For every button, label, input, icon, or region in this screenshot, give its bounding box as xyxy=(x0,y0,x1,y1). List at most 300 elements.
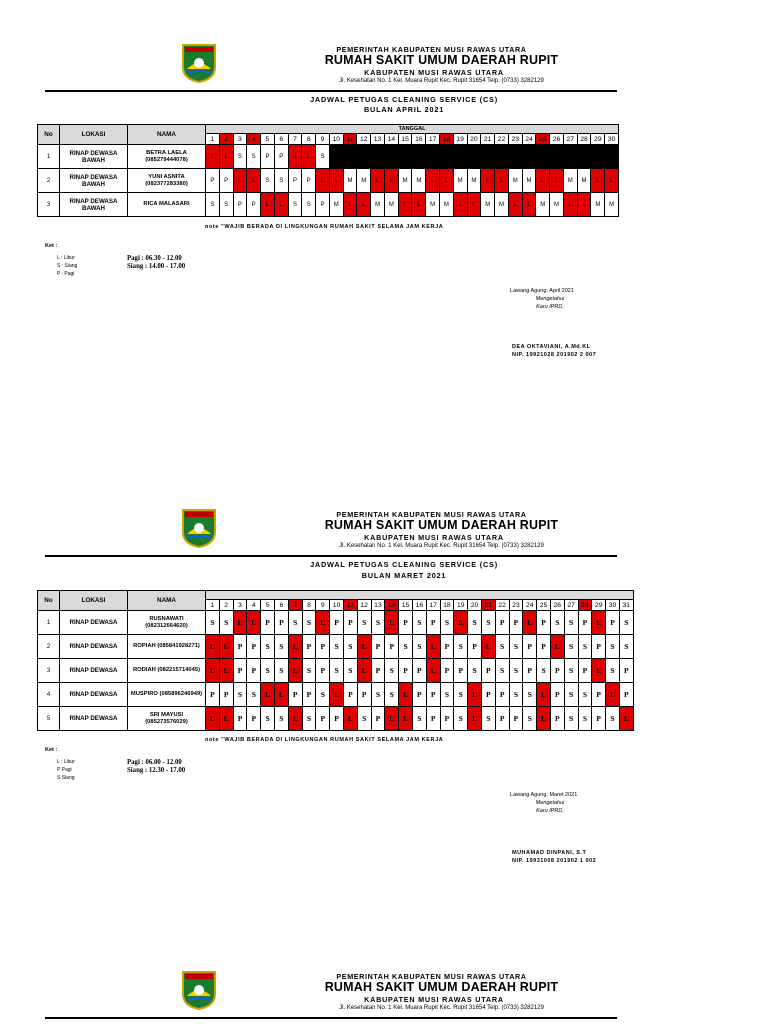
day-number: 21 xyxy=(481,134,495,145)
regency-name: KABUPATEN MUSI RAWAS UTARA xyxy=(364,995,504,1004)
shift-cell: L xyxy=(385,611,399,635)
day-number: 23 xyxy=(508,134,522,145)
shift-cell xyxy=(605,145,619,169)
shift-cell: M xyxy=(440,193,454,217)
work-note: note "WAJIB BERADA DI LINGKUNGAN RUMAH SAKIT SELAMA JAM KERJA xyxy=(205,224,444,230)
shift-cell: M xyxy=(508,169,522,193)
sign-acknowledged: Mengetahui xyxy=(535,800,565,806)
shift-cell: S xyxy=(509,659,523,683)
day-number: 27 xyxy=(563,134,577,145)
shift-cell: L xyxy=(619,707,633,731)
schedule-month: BULAN APRIL 2021 xyxy=(363,105,445,114)
shift-cell: P xyxy=(316,659,330,683)
shift-cell: S xyxy=(302,611,316,635)
shift-cell xyxy=(398,145,412,169)
day-number: 12 xyxy=(357,600,371,611)
day-number: 2 xyxy=(219,600,233,611)
shift-cell: P xyxy=(426,611,440,635)
shift-cell: S xyxy=(578,707,592,731)
row-lokasi: RINAP DEWASA BAWAH xyxy=(60,169,128,193)
col-header-nama: NAMA xyxy=(128,591,206,611)
day-number: 25 xyxy=(536,134,550,145)
shift-cell: P xyxy=(233,707,247,731)
shift-cell: S xyxy=(509,635,523,659)
shift-cell: P xyxy=(206,169,220,193)
shift-cell: L xyxy=(537,683,551,707)
shift-cell xyxy=(440,145,454,169)
table-row xyxy=(38,611,634,635)
shift-cell: P xyxy=(509,707,523,731)
day-number: 20 xyxy=(467,134,481,145)
row-nama: MUSPIRO (085896246949) xyxy=(128,683,206,707)
table-row xyxy=(38,145,619,169)
row-lokasi: RINAP DEWASA BAWAH xyxy=(60,193,128,217)
shift-cell: L xyxy=(219,659,233,683)
row-nama: BETRA LAELA (085279444078) xyxy=(128,145,206,169)
day-number: 6 xyxy=(274,134,288,145)
shift-cell: S xyxy=(371,683,385,707)
shift-cell: P xyxy=(440,635,454,659)
shift-cell: P xyxy=(550,659,564,683)
day-number: 15 xyxy=(398,134,412,145)
shift-cell: S xyxy=(564,707,578,731)
letterhead-next xyxy=(0,967,768,1033)
morning-shift-time: Pagi : 06.00 - 12.00 xyxy=(127,759,182,766)
shift-cell: S xyxy=(219,193,233,217)
shift-cell xyxy=(412,145,426,169)
shift-cell: L xyxy=(550,169,564,193)
shift-cell: M xyxy=(398,169,412,193)
shift-cell: S xyxy=(247,145,261,169)
day-number: 24 xyxy=(523,600,537,611)
row-number: 5 xyxy=(38,707,60,731)
day-number: 31 xyxy=(619,600,633,611)
row-number: 2 xyxy=(38,169,60,193)
day-number: 10 xyxy=(329,134,343,145)
shift-cell: P xyxy=(274,145,288,169)
shift-cell: S xyxy=(619,635,633,659)
schedule-title: JADWAL PETUGAS CLEANING SERVICE (CS) xyxy=(310,95,498,104)
shift-cell: L xyxy=(274,193,288,217)
shift-cell: M xyxy=(563,169,577,193)
day-number: 24 xyxy=(522,134,536,145)
row-number: 1 xyxy=(38,611,60,635)
shift-cell: S xyxy=(219,611,233,635)
hospital-address: Jl. Kesehatan No. 1 Kel. Muara Rupit Kec. Rupit 31654 Telp. (0733) 3282129 xyxy=(339,78,544,84)
day-number: 23 xyxy=(509,600,523,611)
shift-cell: S xyxy=(578,683,592,707)
shift-cell: L xyxy=(523,611,537,635)
shift-cell: L xyxy=(454,611,468,635)
shift-cell: S xyxy=(385,683,399,707)
shift-cell: S xyxy=(495,635,509,659)
shift-cell: M xyxy=(577,169,591,193)
row-nama: RODIAH (082215714045) xyxy=(128,659,206,683)
shift-cell: M xyxy=(384,193,398,217)
shift-cell: P xyxy=(509,611,523,635)
hospital-name: RUMAH SAKIT UMUM DAERAH RUPIT xyxy=(324,518,559,532)
shift-cell: P xyxy=(454,659,468,683)
shift-cell: P xyxy=(468,635,482,659)
shift-cell xyxy=(508,145,522,169)
legend-label: Ket : xyxy=(45,747,58,753)
shift-cell: M xyxy=(536,193,550,217)
shift-cell: P xyxy=(316,707,330,731)
shift-cell xyxy=(536,145,550,169)
day-number: 10 xyxy=(330,600,344,611)
row-nama: YUNI ASNITA (082377283380) xyxy=(128,169,206,193)
shift-cell: L xyxy=(219,635,233,659)
shift-cell: P xyxy=(550,683,564,707)
shift-cell: P xyxy=(261,145,275,169)
table-row xyxy=(38,193,619,217)
hospital-address: Jl. Kesehatan No. 1 Kel. Muara Rupit Kec. Rupit 31654 Telp. (0733) 3282129 xyxy=(339,1005,544,1011)
day-number: 28 xyxy=(578,600,592,611)
shift-cell: L xyxy=(468,683,482,707)
shift-cell: L xyxy=(468,707,482,731)
shift-cell: L xyxy=(508,193,522,217)
shift-cell: L xyxy=(302,145,316,169)
shift-cell: P xyxy=(357,683,371,707)
day-number: 30 xyxy=(605,134,619,145)
shift-cell: S xyxy=(564,683,578,707)
day-number: 2 xyxy=(219,134,233,145)
day-number: 26 xyxy=(550,600,564,611)
shift-cell: L xyxy=(357,635,371,659)
shift-cell: S xyxy=(343,635,357,659)
shift-cell: L xyxy=(357,659,371,683)
shift-cell: S xyxy=(206,193,220,217)
shift-cell: S xyxy=(206,611,220,635)
shift-cell xyxy=(577,145,591,169)
shift-cell: P xyxy=(537,635,551,659)
shift-cell: L xyxy=(536,169,550,193)
table-row xyxy=(38,169,619,193)
shift-cell: M xyxy=(591,193,605,217)
table-row xyxy=(38,707,634,731)
shift-cell: P xyxy=(495,611,509,635)
shift-cell: L xyxy=(591,169,605,193)
shift-cell: S xyxy=(330,659,344,683)
day-number: 3 xyxy=(233,134,247,145)
shift-cell: L xyxy=(288,707,302,731)
row-lokasi: RINAP DEWASA BAWAH xyxy=(60,145,128,169)
shift-cell: L xyxy=(206,707,220,731)
shift-cell: L xyxy=(522,193,536,217)
shift-cell: L xyxy=(606,683,620,707)
shift-cell: S xyxy=(302,659,316,683)
shift-cell: S xyxy=(274,707,288,731)
shift-cell xyxy=(371,145,385,169)
shift-cell: P xyxy=(385,635,399,659)
day-number: 6 xyxy=(274,600,288,611)
day-number: 30 xyxy=(606,600,620,611)
shift-cell: S xyxy=(509,683,523,707)
shift-cell: P xyxy=(343,611,357,635)
shift-cell: S xyxy=(564,611,578,635)
day-number: 9 xyxy=(316,600,330,611)
signature-block xyxy=(470,287,630,359)
shift-cell: L xyxy=(426,659,440,683)
shift-cell: L xyxy=(330,683,344,707)
day-number: 27 xyxy=(564,600,578,611)
day-number: 22 xyxy=(495,134,509,145)
shift-cell: S xyxy=(550,611,564,635)
shift-cell: S xyxy=(261,635,275,659)
shift-cell: S xyxy=(343,659,357,683)
day-number: 13 xyxy=(371,134,385,145)
shift-cell: P xyxy=(219,683,233,707)
col-header-no: No xyxy=(38,591,60,611)
col-header-no: No xyxy=(38,125,60,145)
shift-cell: P xyxy=(440,659,454,683)
shift-cell: S xyxy=(481,707,495,731)
legend-item: P : Pagi xyxy=(57,271,75,277)
shift-cell: P xyxy=(206,683,220,707)
shift-cell: S xyxy=(261,659,275,683)
shift-cell: M xyxy=(453,169,467,193)
day-number: 7 xyxy=(288,600,302,611)
signer-nip: NIP. 19921028 201902 2 007 xyxy=(512,352,597,358)
shift-cell: L xyxy=(219,707,233,731)
shift-cell: L xyxy=(426,169,440,193)
shift-cell xyxy=(343,145,357,169)
row-lokasi: RINAP DEWASA xyxy=(60,611,128,635)
legend-item: L : Libur xyxy=(57,759,75,765)
gov-name: PEMERINTAH KABUPATEN MUSI RAWAS UTARA xyxy=(336,972,527,981)
table-row xyxy=(38,635,634,659)
signer-nip: NIP. 19931008 201902 1 002 xyxy=(512,858,597,864)
shift-cell: P xyxy=(316,635,330,659)
shift-cell: P xyxy=(302,683,316,707)
shift-cell: L xyxy=(261,193,275,217)
shift-cell: P xyxy=(330,707,344,731)
shift-cell: P xyxy=(371,707,385,731)
shift-cell: P xyxy=(247,635,261,659)
header-divider xyxy=(45,555,617,557)
shift-cell: P xyxy=(288,169,302,193)
day-number: 3 xyxy=(233,600,247,611)
shift-cell: L xyxy=(206,659,220,683)
shift-cell xyxy=(357,145,371,169)
shift-cell: P xyxy=(495,683,509,707)
shift-cell: P xyxy=(316,193,330,217)
shift-cell: S xyxy=(399,635,413,659)
shift-cell: S xyxy=(468,611,482,635)
shift-cell: S xyxy=(440,611,454,635)
shift-cell: P xyxy=(426,683,440,707)
shift-cell: S xyxy=(316,683,330,707)
shift-cell: S xyxy=(412,611,426,635)
schedule-title: JADWAL PETUGAS CLEANING SERVICE (CS) xyxy=(310,560,498,569)
row-lokasi: RINAP DEWASA xyxy=(60,683,128,707)
shift-cell: L xyxy=(343,193,357,217)
regency-name: KABUPATEN MUSI RAWAS UTARA xyxy=(364,533,504,542)
shift-cell: P xyxy=(343,683,357,707)
shift-cell: P xyxy=(330,611,344,635)
day-number: 14 xyxy=(384,134,398,145)
shift-cell: S xyxy=(357,707,371,731)
shift-cell: M xyxy=(343,169,357,193)
shift-cell: P xyxy=(578,611,592,635)
shift-cell: L xyxy=(206,635,220,659)
shift-cell: L xyxy=(274,683,288,707)
shift-cell: S xyxy=(288,193,302,217)
shift-cell: L xyxy=(399,683,413,707)
legend-item: S Siang xyxy=(57,775,75,781)
shift-cell: P xyxy=(523,635,537,659)
legend-list xyxy=(57,758,75,782)
day-number: 5 xyxy=(261,600,275,611)
shift-cell: M xyxy=(495,193,509,217)
day-number: 28 xyxy=(577,134,591,145)
shift-cell: S xyxy=(564,635,578,659)
shift-cell: S xyxy=(523,683,537,707)
shift-cell xyxy=(467,145,481,169)
shift-cell: S xyxy=(412,635,426,659)
day-number: 18 xyxy=(440,600,454,611)
morning-shift-time: Pagi : 06.30 - 12.00 xyxy=(127,255,182,262)
shift-cell: L xyxy=(592,611,606,635)
shift-cell: S xyxy=(288,611,302,635)
shift-cell xyxy=(329,145,343,169)
shift-cell: P xyxy=(426,707,440,731)
day-number: 17 xyxy=(426,134,440,145)
day-number: 15 xyxy=(399,600,413,611)
afternoon-shift-time: Siang : 14.00 - 17.00 xyxy=(127,263,186,270)
row-number: 3 xyxy=(38,193,60,217)
shift-cell: P xyxy=(495,707,509,731)
shift-cell: P xyxy=(399,611,413,635)
row-nama: RUSNAWATI (082312664620) xyxy=(128,611,206,635)
day-number: 19 xyxy=(454,600,468,611)
shift-cell: S xyxy=(316,145,330,169)
day-number: 20 xyxy=(468,600,482,611)
sign-role: Karu IPRD, xyxy=(536,304,564,310)
shift-cell: S xyxy=(261,169,275,193)
day-number: 14 xyxy=(385,600,399,611)
col-header-lokasi: LOKASI xyxy=(60,125,128,145)
sign-place-date: Lawang Agung, Maret 2021 xyxy=(510,792,578,798)
shift-cell: P xyxy=(233,635,247,659)
shift-cell: L xyxy=(247,611,261,635)
shift-cell: P xyxy=(606,611,620,635)
shift-cell: S xyxy=(564,659,578,683)
signature-block xyxy=(470,791,630,865)
shift-cell: P xyxy=(412,659,426,683)
shift-cell: P xyxy=(233,193,247,217)
shift-cell: M xyxy=(550,193,564,217)
shift-cell: M xyxy=(329,193,343,217)
shift-cell: S xyxy=(606,635,620,659)
shift-cell: L xyxy=(605,169,619,193)
day-number: 8 xyxy=(302,600,316,611)
shift-cell: P xyxy=(592,707,606,731)
gov-name: PEMERINTAH KABUPATEN MUSI RAWAS UTARA xyxy=(336,45,527,54)
shift-cell: L xyxy=(219,145,233,169)
header-divider xyxy=(45,1017,617,1019)
legend-label: Ket : xyxy=(45,243,58,249)
day-number: 4 xyxy=(247,134,261,145)
shift-cell: S xyxy=(523,707,537,731)
row-number: 3 xyxy=(38,659,60,683)
shift-cell: P xyxy=(219,169,233,193)
row-number: 2 xyxy=(38,635,60,659)
shift-cell: M xyxy=(467,169,481,193)
shift-cell: S xyxy=(468,659,482,683)
shift-cell: S xyxy=(233,145,247,169)
shift-times xyxy=(127,759,185,775)
shift-cell: P xyxy=(537,611,551,635)
shift-cell: S xyxy=(495,659,509,683)
shift-cell: L xyxy=(316,169,330,193)
row-lokasi: RINAP DEWASA xyxy=(60,635,128,659)
hospital-name: RUMAH SAKIT UMUM DAERAH RUPIT xyxy=(324,980,559,994)
shift-cell: P xyxy=(399,659,413,683)
shift-cell: S xyxy=(619,611,633,635)
shift-cell: M xyxy=(426,193,440,217)
shift-cell: P xyxy=(302,635,316,659)
shift-cell: P xyxy=(274,611,288,635)
shift-cell: S xyxy=(357,611,371,635)
shift-cell: L xyxy=(206,145,220,169)
shift-cell xyxy=(563,145,577,169)
row-nama: SRI MAYUSI (085273576029) xyxy=(128,707,206,731)
day-number: 4 xyxy=(247,600,261,611)
shift-cell: S xyxy=(274,169,288,193)
shift-cell: P xyxy=(578,659,592,683)
shift-cell: M xyxy=(357,169,371,193)
shift-cell: M xyxy=(522,169,536,193)
shift-cell: P xyxy=(592,683,606,707)
shift-cell: L xyxy=(233,169,247,193)
shift-cell: P xyxy=(619,659,633,683)
legend-list xyxy=(57,254,77,278)
shift-cell: M xyxy=(481,193,495,217)
sign-place-date: Lawang Agung, April 2021 xyxy=(510,288,574,294)
shift-cell: P xyxy=(523,659,537,683)
shift-cell: S xyxy=(385,659,399,683)
day-number: 16 xyxy=(412,134,426,145)
shift-cell: P xyxy=(261,611,275,635)
day-number: 1 xyxy=(206,600,220,611)
sign-acknowledged: Mengetahui xyxy=(535,296,565,302)
schedule-month: BULAN MARET 2021 xyxy=(361,571,447,580)
shift-cell: L xyxy=(412,193,426,217)
row-nama: ROPIAH (085841928271) xyxy=(128,635,206,659)
shift-cell: L xyxy=(385,707,399,731)
shift-cell: L xyxy=(288,659,302,683)
shift-cell: S xyxy=(274,659,288,683)
shift-cell: L xyxy=(592,659,606,683)
legend-item: P Pagi xyxy=(57,767,72,773)
shift-cell: L xyxy=(453,193,467,217)
shift-cell: M xyxy=(605,193,619,217)
col-header-nama: NAMA xyxy=(128,125,206,145)
work-note: note "WAJIB BERADA DI LINGKUNGAN RUMAH SAKIT SELAMA JAM KERJA xyxy=(205,737,444,743)
day-number: 29 xyxy=(591,134,605,145)
signer-name: DEA OKTAVIANI, A.Md.KL xyxy=(512,344,591,350)
col-header-tanggal: TANGGAL xyxy=(206,125,619,134)
shift-cell: S xyxy=(247,683,261,707)
row-lokasi: RINAP DEWASA xyxy=(60,659,128,683)
col-header-lokasi: LOKASI xyxy=(60,591,128,611)
shift-cell: L xyxy=(343,707,357,731)
schedule-table-april xyxy=(37,124,619,217)
shift-cell: M xyxy=(412,169,426,193)
shift-cell: L xyxy=(371,169,385,193)
shift-cell: L xyxy=(495,169,509,193)
